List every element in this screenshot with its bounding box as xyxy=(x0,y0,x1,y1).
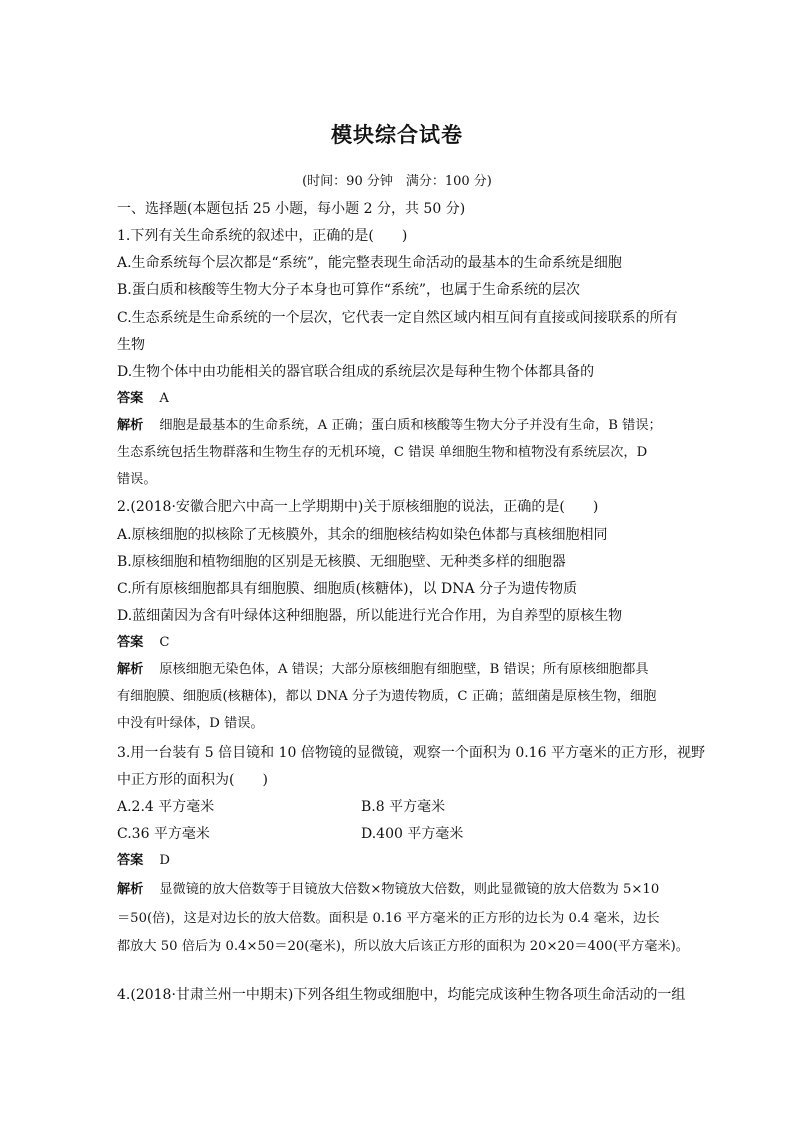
answer-label: 答案 xyxy=(117,635,144,650)
question-3-option-c: C.36 平方毫米 xyxy=(117,826,210,842)
question-3-option-d: D.400 平方毫米 xyxy=(361,826,464,842)
answer-label: 答案 xyxy=(117,853,144,868)
question-1-analysis xyxy=(117,416,662,436)
question-2-analysis xyxy=(117,660,649,680)
question-1-option-c-cont: 生物 xyxy=(117,337,145,353)
question-1-answer xyxy=(117,389,169,409)
analysis-text: 原核细胞无染色体，A 错误；大部分原核细胞有细胞壁，B 错误；所有原核细胞都具 xyxy=(159,662,649,677)
question-3-option-b: B.8 平方毫米 xyxy=(361,799,446,815)
question-3-analysis xyxy=(117,880,659,900)
question-3-analysis-line-2: ＝50(倍)，这是对边长的放大倍数。面积是 0.16 平方毫米的正方形的边长为 0.4 毫米，边长 xyxy=(117,911,660,926)
analysis-label: 解析 xyxy=(117,418,144,433)
question-3-stem-line-2: 中正方形的面积为( ) xyxy=(117,772,268,788)
analysis-text: 显微镜的放大倍数等于目镜放大倍数×物镜放大倍数，则此显微镜的放大倍数为 5×10 xyxy=(159,882,660,897)
question-1-option-d: D.生物个体中由功能相关的器官联合组成的系统层次是每种生物个体都具备的 xyxy=(117,364,595,380)
question-3-analysis-line-3: 都放大 50 倍后为 0.4×50＝20(毫米)，所以放大后该正方形的面积为 20×20＝400(平方毫米)。 xyxy=(117,939,689,954)
analysis-label: 解析 xyxy=(117,882,144,897)
question-1-analysis-line-3: 错误。 xyxy=(117,472,157,487)
page-title: 模块综合试卷 xyxy=(331,122,463,147)
section-heading: 一、选择题(本题包括 25 小题，每小题 2 分，共 50 分) xyxy=(117,201,466,217)
question-3-answer xyxy=(117,851,170,871)
analysis-label: 解析 xyxy=(117,662,144,677)
question-2-stem: 2.(2018·安徽合肥六中高一上学期期中)关于原核细胞的说法，正确的是( ) xyxy=(117,499,599,515)
question-2-option-b: B.原核细胞和植物细胞的区别是无核膜、无细胞壁、无种类多样的细胞器 xyxy=(117,554,566,570)
answer-value: C xyxy=(159,635,170,650)
question-2-option-d: D.蓝细菌因为含有叶绿体这种细胞器，所以能进行光合作用，为自养型的原核生物 xyxy=(117,608,623,624)
question-3-option-a: A.2.4 平方毫米 xyxy=(117,799,215,815)
question-2-answer xyxy=(117,633,169,653)
exam-meta: (时间：90 分钟 满分：100 分) xyxy=(302,174,492,189)
question-1-option-c: C.生态系统是生命系统的一个层次，它代表一定自然区域内相互间有直接或间接联系的所有 xyxy=(117,310,678,326)
question-4-stem: 4.(2018·甘肃兰州一中期末)下列各组生物或细胞中，均能完成该种生物各项生命活动的一组 xyxy=(117,987,686,1003)
question-3-stem: 3.用一台装有 5 倍目镜和 10 倍物镜的显微镜，观察一个面积为 0.16 平方毫米的正方形，视野 xyxy=(117,745,705,761)
answer-value: D xyxy=(159,853,170,868)
question-1-analysis-line-2: 生态系统包括生物群落和生物生存的无机环境，C 错误 单细胞生物和植物没有系统层次，D xyxy=(117,445,648,460)
question-2-option-c: C.所有原核细胞都具有细胞膜、细胞质(核糖体)，以 DNA 分子为遗传物质 xyxy=(117,581,578,597)
question-2-analysis-line-3: 中没有叶绿体，D 错误。 xyxy=(117,716,264,731)
question-2-option-a: A.原核细胞的拟核除了无核膜外，其余的细胞核结构如染色体都与真核细胞相同 xyxy=(117,527,608,543)
question-2-analysis-line-2: 有细胞膜、细胞质(核糖体)，都以 DNA 分子为遗传物质，C 正确；蓝细菌是原核生物，细胞 xyxy=(117,689,657,704)
analysis-text: 细胞是最基本的生命系统，A 正确；蛋白质和核酸等生物大分子并没有生命，B 错误； xyxy=(159,418,662,433)
question-1-option-a: A.生命系统每个层次都是“系统”，能完整表现生命活动的最基本的生命系统是细胞 xyxy=(117,255,622,271)
question-1-option-b: B.蛋白质和核酸等生物大分子本身也可算作“系统”，也属于生命系统的层次 xyxy=(117,282,581,298)
answer-value: A xyxy=(159,391,169,406)
answer-label: 答案 xyxy=(117,391,144,406)
question-1-stem: 1.下列有关生命系统的叙述中，正确的是( ) xyxy=(117,228,408,244)
